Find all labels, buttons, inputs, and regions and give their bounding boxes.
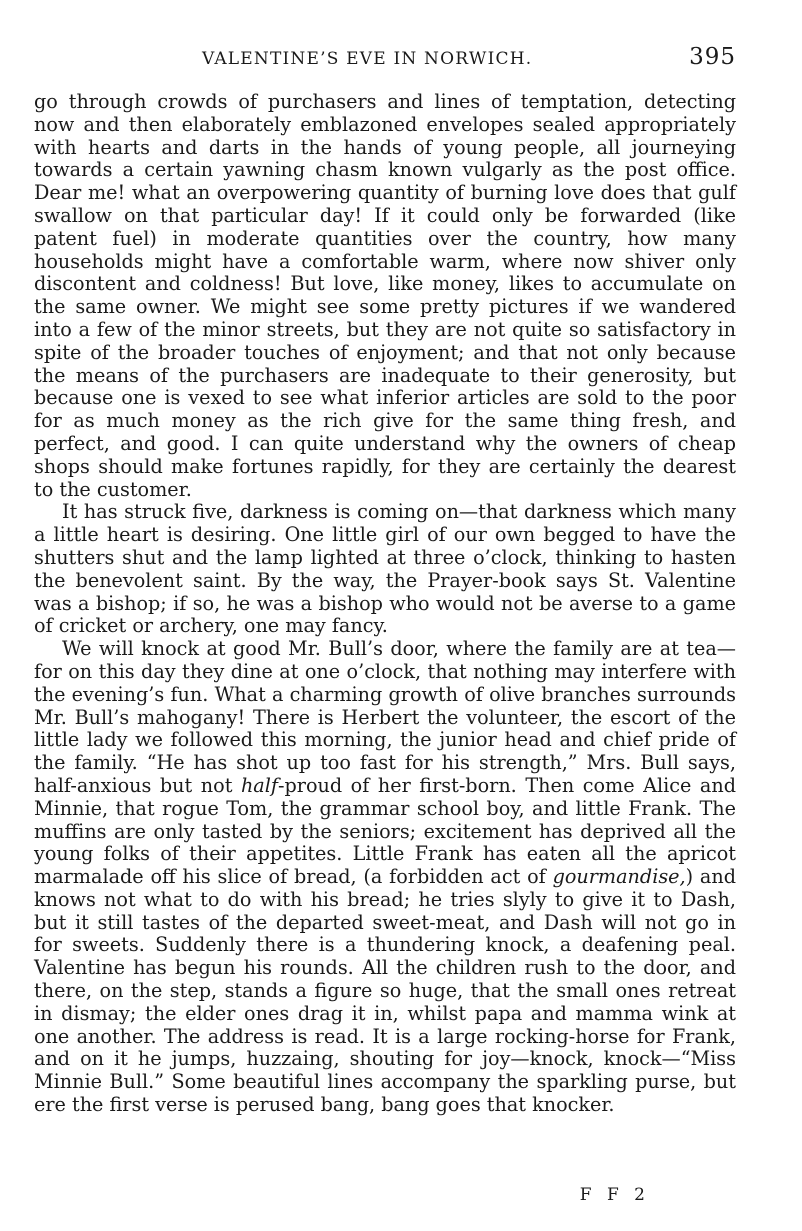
paragraph-3 — [34, 638, 736, 1117]
page-header — [34, 44, 736, 74]
paragraph-2 — [34, 501, 736, 638]
running-title: VALENTINE’S EVE IN NORWICH. — [202, 49, 533, 69]
emphasis-gourmandise: gourmandise, — [552, 865, 686, 889]
paragraph-2-text: It has struck five, darkness is coming on—that darkness which many a little heart is desiring. One little girl of our own begged to have the shutters shut and the lamp lighted at three o’clock, thinking to hasten the benevolent saint. By the way, the Prayer-book says St. Valentine was a bishop; if so, he was a bishop who would not be averse to a game of cricket or archery, one may fancy. — [34, 500, 736, 638]
printer-signature-mark: F F 2 — [579, 1185, 650, 1205]
body-text — [34, 91, 736, 1117]
paragraph-3-text-part-2: -proud of her first-born. Then come Alice and Minnie, that rogue Tom, the grammar school boy, and little Frank. The muffins are only tasted by the seniors; excitement has deprived all the young folks of their appetites. Little Frank has eaten all the apricot marmalade off his slice of bread, (a forbidden act of — [34, 773, 736, 889]
paragraph-1 — [34, 91, 736, 501]
emphasis-half: half — [240, 773, 278, 797]
page-number: 395 — [689, 44, 736, 70]
paragraph-1-text: go through crowds of purchasers and lines of temptation, detecting now and then elaborately emblazoned envelopes sealed appropriately with hearts and darts in the hands of young people, all journeying towards a certain yawning chasm known vulgarly as the post office. Dear me! what an overpowering quantity of burning love does that gulf swallow on that particular day! If it could only be forwarded (like patent fuel) in moderate quantities over the country, how many households might have a comfortable warm, where now shiver only discontent and coldness! But love, like money, likes to accumulate on the same owner. We might see some pretty pictures if we wandered into a few of the minor streets, but they are not quite so satisfactory in spite of the broader touches of enjoyment; and that not only because the means of the purchasers are inadequate to their generosity, but because one is vexed to see what inferior articles are sold to the poor for as much money as the rich give for the same thing fresh, and perfect, and good. I can quite understand why the owners of cheap shops should make fortunes rapidly, for they are certainly the dearest to the customer. — [34, 90, 736, 501]
paragraph-3-text-part-3: ) and knows not what to do with his bread; he tries slyly to give it to Dash, but it still tastes of the departed sweet-meat, and Dash will not go in for sweets. Suddenly there is a thundering knock, a deafening peal. Valentine has begun his rounds. All the children rush to the door, and there, on the step, stands a figure so huge, that the small ones retreat in dismay; the elder ones drag it in, whilst papa and mamma wink at one another. The address is read. It is a large rocking-horse for Frank, and on it he jumps, huzzaing, shouting for joy—knock, knock—“Miss Minnie Bull.” Some beautiful lines accompany the sparkling purse, but ere the first verse is perused bang, bang goes that knocker. — [34, 865, 736, 1117]
paragraph-3-text-part-1: We will knock at good Mr. Bull’s door, where the family are at tea—for on this day they dine at one o’clock, that nothing may interfere with the evening’s fun. What a charming growth of olive branches surrounds Mr. Bull’s mahogany! There is Herbert the volunteer, the escort of the little lady we followed this morning, the junior head and chief pride of the family. “He has shot up too fast for his strength,” Mrs. Bull says, half-anxious but not — [34, 637, 736, 797]
